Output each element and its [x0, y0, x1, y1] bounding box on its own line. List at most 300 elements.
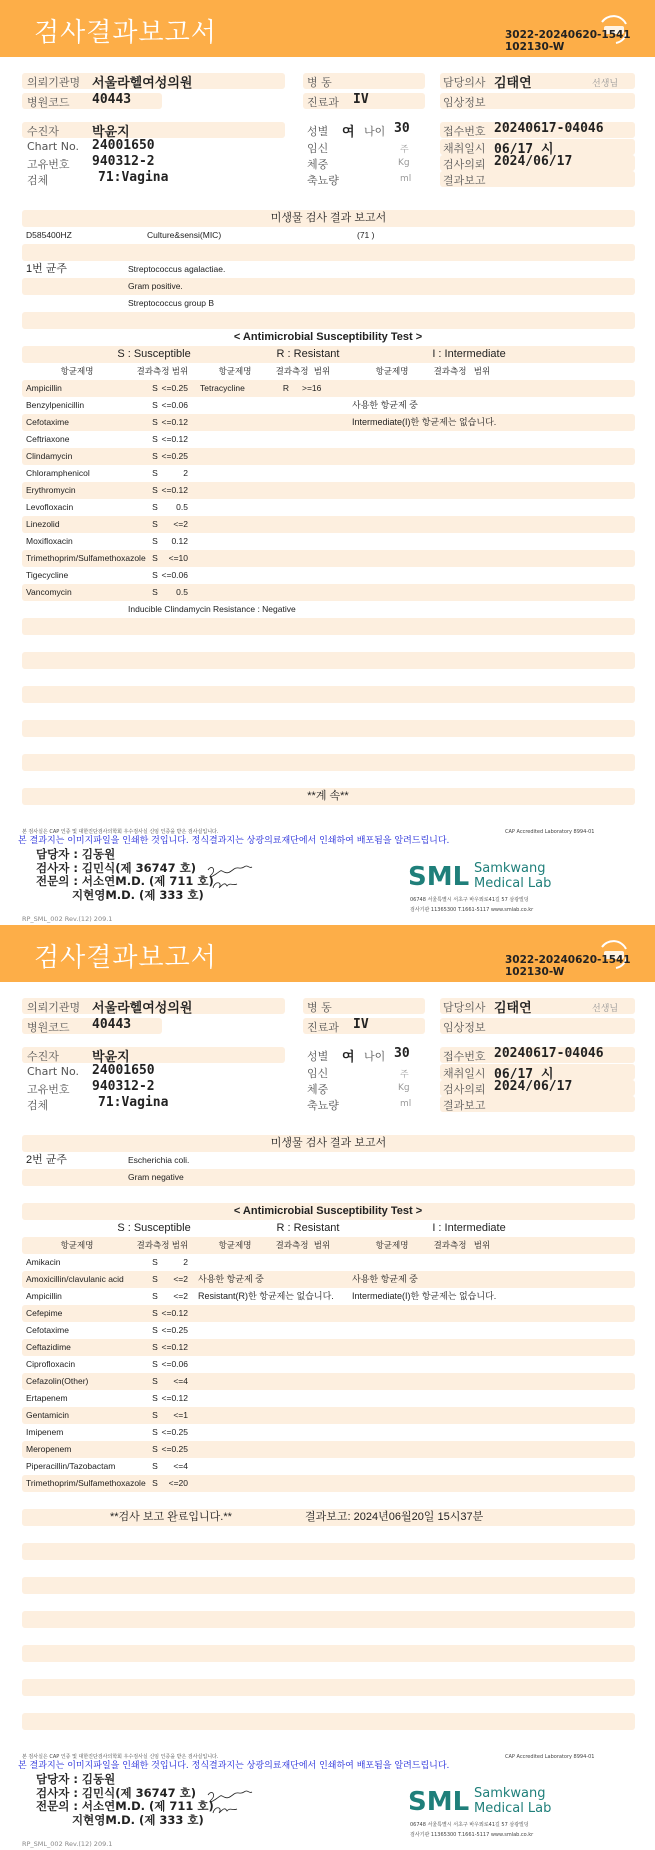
mic-range: <=0.06	[161, 1359, 188, 1369]
blank-row	[22, 686, 635, 703]
patient-id-label: 고유번호	[27, 1083, 70, 1096]
ast-note: 사용한 항균제 중	[198, 1274, 264, 1284]
drug-name: Chloramphenicol	[26, 468, 90, 478]
patient-preg-label: 임신	[307, 142, 329, 155]
drug-name: Amoxicillin/clavulanic acid	[26, 1274, 124, 1284]
staff-line: 담당자 : 김동원	[36, 847, 116, 861]
blank-row	[22, 1611, 635, 1628]
result: S	[152, 519, 158, 529]
patient-result-label: 결과보고	[443, 174, 486, 187]
ast-row	[22, 1271, 635, 1288]
patient-specimen-label: 검체	[27, 1099, 49, 1112]
isolate-row	[22, 1152, 635, 1169]
header-result: 결과측정	[275, 1240, 309, 1250]
patient-weight-unit: Kg	[398, 1083, 410, 1093]
result: S	[152, 468, 158, 478]
header-range: 범위	[313, 1240, 331, 1250]
ast-row	[22, 482, 635, 499]
mic-range: <=20	[168, 1478, 188, 1488]
header-range: 범위	[313, 366, 331, 376]
patient-sex-label: 성별	[307, 125, 329, 138]
ast-row	[22, 1407, 635, 1424]
mic-range: <=0.25	[161, 1444, 188, 1454]
ast-title: < Antimicrobial Susceptibility Test >	[233, 331, 423, 343]
patient-urine-unit: ml	[400, 1099, 412, 1109]
drug-name: Erythromycin	[26, 485, 76, 495]
drug-name: Cefotaxime	[26, 417, 69, 427]
ast-row	[22, 567, 635, 584]
report-time: 결과보고: 2024년06월20일 15시37분	[305, 1511, 484, 1523]
ast-row	[22, 1441, 635, 1458]
ast-note: 사용한 항균제 중	[352, 1274, 418, 1284]
patient-doctor-label: 담당의사	[443, 1001, 486, 1014]
blank-row	[22, 1560, 635, 1577]
isolate-line: Gram positive.	[128, 281, 183, 291]
drug-name: Trimethoprim/Sulfamethoxazole	[26, 1478, 146, 1488]
patient-hospital-code: 40443	[92, 1017, 132, 1032]
patient-preg-unit: 주	[400, 145, 409, 155]
ast-legend-row	[22, 346, 635, 363]
blank-row	[22, 618, 635, 635]
mic-range: >=16	[302, 383, 322, 393]
blank-row	[22, 1492, 635, 1509]
isolate-label: 2번 균주	[26, 1154, 68, 1166]
patient-specimen: 71:Vagina	[98, 170, 169, 185]
result: S	[152, 1342, 158, 1352]
blank-row	[22, 312, 635, 329]
blank-row	[22, 1628, 635, 1645]
ast-note: Intermediate(I)한 항균제는 없습니다.	[352, 417, 497, 427]
signature-image	[205, 1781, 265, 1821]
patient-receipt: 20240617-04046	[494, 121, 604, 136]
patient-id: 940312-2	[92, 154, 155, 169]
result: S	[152, 434, 158, 444]
drug-name: Imipenem	[26, 1427, 64, 1437]
ast-note: 사용한 항균제 중	[352, 400, 418, 410]
patient-urine-unit: ml	[400, 174, 412, 184]
drug-name: Cefepime	[26, 1308, 63, 1318]
patient-sex: 여	[342, 125, 355, 140]
ast-row	[22, 1458, 635, 1475]
report-header	[0, 0, 655, 57]
result: S	[152, 587, 158, 597]
mic-range: <=2	[173, 1291, 188, 1301]
patient-urine-label: 축뇨량	[307, 1099, 339, 1112]
patient-specimen-label: 검체	[27, 174, 49, 187]
mic-range: 0.5	[176, 587, 188, 597]
lab-address: 06748 서울특별시 서초구 바우뫼로41길 57 삼광빌딩	[410, 1822, 529, 1828]
sml-logo-icon: SML	[408, 862, 470, 892]
patient-ward-label: 병 동	[307, 1001, 332, 1014]
lab-address: 06748 서울특별시 서초구 바우뫼로41길 57 삼광빌딩	[410, 897, 529, 903]
report-id	[505, 954, 631, 978]
mic-range: <=4	[173, 1376, 188, 1386]
isolate-line: Escherichia coli.	[128, 1155, 190, 1165]
isolate-row	[22, 261, 635, 278]
drug-name: Ampicillin	[26, 1291, 62, 1301]
mic-range: <=0.25	[161, 1325, 188, 1335]
isolate-line: Streptococcus group B	[128, 298, 214, 308]
blank-row	[22, 244, 635, 261]
ast-footnote-row	[22, 601, 635, 618]
patient-institution-label: 의뢰기관명	[27, 76, 81, 89]
patient-clinical-label: 임상정보	[443, 96, 486, 109]
blank-row	[22, 1543, 635, 1560]
header-drug: 항균제명	[60, 1240, 94, 1250]
result: S	[152, 400, 158, 410]
patient-age-label: 나이	[364, 125, 386, 138]
inducible-clindamycin-note: Inducible Clindamycin Resistance : Negative	[128, 604, 296, 614]
patient-collect-label: 채취일시	[443, 142, 486, 155]
mic-range: <=0.25	[161, 383, 188, 393]
mic-range: <=0.12	[161, 1393, 188, 1403]
report-title: 검사결과보고서	[34, 18, 217, 48]
patient-result-label: 결과보고	[443, 1099, 486, 1112]
patient-id-label: 고유번호	[27, 158, 70, 171]
drug-name: Linezolid	[26, 519, 60, 529]
staff-line: 지현영M.D. (제 333 호)	[72, 1812, 204, 1827]
micro-report-title: 미생물 검사 결과 보고서	[22, 210, 635, 227]
patient-doctor: 김태연	[494, 1001, 532, 1016]
ast-row	[22, 584, 635, 601]
staff-line: 검사자 : 김민식(제 36747 호)	[36, 860, 197, 875]
test-name: Culture&sensi(MIC)	[147, 230, 222, 240]
patient-request-label: 검사의뢰	[443, 158, 486, 171]
staff-line: 전문의 : 서소연M.D. (제 711 호)	[36, 874, 214, 888]
cert-text: 본 검사실은 CAP 인증 및 대한진단검사의학회 우수검사실 신임 인증을 받은 검사실입니다.	[22, 1754, 219, 1760]
patient-receipt-label: 접수번호	[443, 1050, 486, 1063]
ast-row	[22, 1254, 635, 1271]
isolate-line: Gram negative	[128, 1172, 184, 1182]
patient-dept: IV	[353, 92, 369, 107]
patient-institution: 서울라헬여성의원	[92, 76, 193, 91]
header-drug: 항균제명	[218, 1240, 252, 1250]
drug-name: Meropenem	[26, 1444, 72, 1454]
result: S	[152, 1376, 158, 1386]
patient-receipt: 20240617-04046	[494, 1046, 604, 1061]
patient-weight-label: 체중	[307, 158, 329, 171]
patient-institution-label: 의뢰기관명	[27, 1001, 81, 1014]
header-drug: 항균제명	[60, 366, 94, 376]
drug-name: Moxifloxacin	[26, 536, 73, 546]
ast-row	[22, 1475, 635, 1492]
legend-resistant: R : Resistant	[276, 348, 340, 360]
result: S	[152, 383, 158, 393]
ast-row	[22, 1339, 635, 1356]
lab-name-line1: Samkwang	[474, 861, 546, 876]
lab-contact: 검사기관 11365300 T.1661-5117 www.smlab.co.kr	[410, 1832, 534, 1838]
blank-row	[22, 635, 635, 652]
blank-row	[22, 1662, 635, 1679]
drug-name: Vancomycin	[26, 587, 72, 597]
ast-note: Intermediate(I)한 항균제는 없습니다.	[352, 1291, 497, 1301]
ast-row	[22, 380, 635, 397]
drug-name: Tigecycline	[26, 570, 69, 580]
lab-name-line2: Medical Lab	[474, 1801, 552, 1816]
ast-row	[22, 533, 635, 550]
ast-legend-row	[22, 1220, 635, 1237]
result: S	[152, 536, 158, 546]
patient-chart-label: Chart No.	[27, 1065, 79, 1078]
result: S	[152, 1410, 158, 1420]
ast-row	[22, 1390, 635, 1407]
sml-logo-icon: SML	[408, 1787, 470, 1817]
mic-range: <=0.12	[161, 1308, 188, 1318]
result: S	[152, 1478, 158, 1488]
ast-row	[22, 448, 635, 465]
patient-id: 940312-2	[92, 1079, 155, 1094]
image-notice: 본 결과지는 이미지파일을 인쇄한 것입니다. 정식결과지는 상광의료재단에서 인쇄하여 배포됨을 알려드립니다.	[18, 836, 450, 846]
legend-resistant: R : Resistant	[276, 1222, 340, 1234]
blank-row	[22, 737, 635, 754]
blank-row	[22, 1577, 635, 1594]
report-id	[505, 29, 631, 53]
patient-collect: 06/17 시	[494, 1067, 554, 1082]
ast-header-row	[22, 1237, 635, 1254]
mic-range: <=10	[168, 553, 188, 563]
ast-row	[22, 1356, 635, 1373]
drug-name: Piperacillin/Tazobactam	[26, 1461, 116, 1471]
ast-row	[22, 550, 635, 567]
report-id-line: 3022-20240620-1541	[505, 954, 631, 966]
signature-image	[205, 856, 265, 896]
mic-range: <=0.25	[161, 1427, 188, 1437]
drug-name: Ceftazidime	[26, 1342, 71, 1352]
patient-preg-label: 임신	[307, 1067, 329, 1080]
header-result: 결과측정	[433, 366, 467, 376]
mic-range: <=0.06	[161, 570, 188, 580]
blank-row	[22, 1186, 635, 1203]
isolate-line: Streptococcus agalactiae.	[128, 264, 226, 274]
blank-row	[22, 652, 635, 669]
header-range: 범위	[473, 366, 491, 376]
drug-name: Ceftriaxone	[26, 434, 70, 444]
specimen-count: (71 )	[357, 230, 375, 240]
drug-name: Trimethoprim/Sulfamethoxazole	[26, 553, 146, 563]
cap-text: CAP Accredited Laboratory 8994-01	[505, 829, 595, 835]
ast-row	[22, 1424, 635, 1441]
patient-dept: IV	[353, 1017, 369, 1032]
ast-note: Resistant(R)한 항균제는 없습니다.	[198, 1291, 334, 1301]
drug-name: Levofloxacin	[26, 502, 74, 512]
patient-urine-label: 축뇨량	[307, 174, 339, 187]
mic-range: <=0.06	[161, 400, 188, 410]
header-result: 결과측정	[433, 1240, 467, 1250]
blank-row	[22, 720, 635, 737]
result: S	[152, 485, 158, 495]
ast-row	[22, 414, 635, 431]
drug-name: Amikacin	[26, 1257, 61, 1267]
isolate-row	[22, 1169, 635, 1186]
report-footer	[0, 1751, 655, 1850]
mic-range: <=1	[173, 1410, 188, 1420]
ast-row	[22, 499, 635, 516]
mic-range: <=0.25	[161, 451, 188, 461]
patient-chart-label: Chart No.	[27, 140, 79, 153]
blank-row	[22, 754, 635, 771]
legend-intermediate: I : Intermediate	[432, 348, 506, 360]
report-id-line: 102130-W	[505, 41, 565, 53]
header-range: 범위	[473, 1240, 491, 1250]
legend-susceptible: S : Susceptible	[117, 348, 191, 360]
patient-clinical-label: 임상정보	[443, 1021, 486, 1034]
header-drug: 항균제명	[375, 366, 409, 376]
mic-range: <=4	[173, 1461, 188, 1471]
mic-range: 0.12	[171, 536, 188, 546]
blank-row	[22, 1730, 635, 1747]
status-row	[22, 788, 635, 805]
image-notice: 본 결과지는 이미지파일을 인쇄한 것입니다. 정식결과지는 상광의료재단에서 인쇄하여 배포됨을 알려드립니다.	[18, 1761, 450, 1771]
mic-range: <=0.12	[161, 417, 188, 427]
completion-text: **검사 보고 완료입니다.**	[110, 1511, 232, 1523]
result: S	[152, 1444, 158, 1454]
report-page	[0, 925, 655, 1850]
blank-row	[22, 1526, 635, 1543]
isolate-row	[22, 278, 635, 295]
cap-text: CAP Accredited Laboratory 8994-01	[505, 1754, 595, 1760]
result: S	[152, 1393, 158, 1403]
drug-name: Ertapenem	[26, 1393, 68, 1403]
result: S	[152, 1359, 158, 1369]
mic-range: <=2	[173, 1274, 188, 1284]
mic-range: 2	[183, 1257, 188, 1267]
patient-doctor-suffix: 선생님	[592, 79, 619, 89]
patient-collect-label: 채취일시	[443, 1067, 486, 1080]
patient-collect: 06/17 시	[494, 142, 554, 157]
patient-hospital-code-label: 병원코드	[27, 96, 70, 109]
patient-dept-label: 진료과	[307, 96, 339, 109]
mic-range: <=0.12	[161, 485, 188, 495]
patient-name-label: 수진자	[27, 125, 59, 138]
patient-preg-unit: 주	[400, 1070, 409, 1080]
patient-specimen: 71:Vagina	[98, 1095, 169, 1110]
patient-request-label: 검사의뢰	[443, 1083, 486, 1096]
staff-line: 전문의 : 서소연M.D. (제 711 호)	[36, 1799, 214, 1813]
result: S	[152, 1325, 158, 1335]
result: S	[152, 1274, 158, 1284]
mic-range: <=0.12	[161, 1342, 188, 1352]
ast-title-row	[22, 1203, 635, 1220]
result: S	[152, 1427, 158, 1437]
mic-range: 0.5	[176, 502, 188, 512]
legend-susceptible: S : Susceptible	[117, 1222, 191, 1234]
report-id-line: 3022-20240620-1541	[505, 29, 631, 41]
patient-chart: 24001650	[92, 138, 155, 153]
patient-request: 2024/06/17	[494, 154, 573, 169]
ast-row	[22, 431, 635, 448]
patient-institution: 서울라헬여성의원	[92, 1001, 193, 1016]
patient-weight-label: 체중	[307, 1083, 329, 1096]
ast-row	[22, 397, 635, 414]
result: R	[282, 383, 290, 393]
patient-ward-label: 병 동	[307, 76, 332, 89]
continued-text: **계 속**	[307, 790, 349, 802]
staff-line: 담당자 : 김동원	[36, 1772, 116, 1786]
patient-name: 박윤지	[92, 125, 130, 140]
header-range: 범위	[171, 1240, 189, 1250]
blank-row	[22, 1594, 635, 1611]
patient-age: 30	[394, 1046, 410, 1061]
staff-line: 검사자 : 김민식(제 36747 호)	[36, 1785, 197, 1800]
mic-range: <=2	[173, 519, 188, 529]
result: S	[152, 1461, 158, 1471]
drug-name: Ampicillin	[26, 383, 62, 393]
specimen-row	[22, 227, 635, 244]
completion-row	[22, 1509, 635, 1526]
patient-receipt-label: 접수번호	[443, 125, 486, 138]
patient-sex: 여	[342, 1050, 355, 1065]
ast-row	[22, 1373, 635, 1390]
ast-row	[22, 516, 635, 533]
form-code: RP_SML_002 Rev.(12) 209.1	[22, 915, 113, 923]
patient-chart: 24001650	[92, 1063, 155, 1078]
drug-name: Cefotaxime	[26, 1325, 69, 1335]
ast-title-row	[22, 329, 635, 346]
result: S	[152, 1291, 158, 1301]
ast-row	[22, 465, 635, 482]
patient-doctor-label: 담당의사	[443, 76, 486, 89]
blank-row	[22, 771, 635, 788]
result: S	[152, 451, 158, 461]
drug-name: Ciprofloxacin	[26, 1359, 76, 1369]
blank-row	[22, 669, 635, 686]
info-field-bg	[22, 1047, 285, 1063]
blank-row	[22, 1696, 635, 1713]
patient-request: 2024/06/17	[494, 1079, 573, 1094]
isolate-row	[22, 295, 635, 312]
report-header	[0, 925, 655, 982]
staff-line: 지현영M.D. (제 333 호)	[72, 887, 204, 902]
patient-age: 30	[394, 121, 410, 136]
blank-row	[22, 1645, 635, 1662]
patient-sex-label: 성별	[307, 1050, 329, 1063]
lab-name-line2: Medical Lab	[474, 876, 552, 891]
patient-doctor-suffix: 선생님	[592, 1004, 619, 1014]
result: S	[152, 417, 158, 427]
cert-text: 본 검사실은 CAP 인증 및 대한진단검사의학회 우수검사실 신임 인증을 받은 검사실입니다.	[22, 829, 219, 835]
mic-range: 2	[183, 468, 188, 478]
lab-name-line1: Samkwang	[474, 1786, 546, 1801]
blank-row	[22, 1713, 635, 1730]
result: S	[152, 1257, 158, 1267]
ast-row	[22, 1305, 635, 1322]
patient-dept-label: 진료과	[307, 1021, 339, 1034]
result: S	[152, 570, 158, 580]
header-drug: 항균제명	[218, 366, 252, 376]
patient-doctor: 김태연	[494, 76, 532, 91]
blank-row	[22, 703, 635, 720]
blank-row	[22, 805, 635, 822]
header-result: 결과측정	[136, 1240, 170, 1250]
patient-hospital-code: 40443	[92, 92, 132, 107]
drug-name: Clindamycin	[26, 451, 73, 461]
patient-weight-unit: Kg	[398, 158, 410, 168]
result: S	[152, 1308, 158, 1318]
form-code: RP_SML_002 Rev.(12) 209.1	[22, 1840, 113, 1848]
patient-hospital-code-label: 병원코드	[27, 1021, 70, 1034]
patient-name-label: 수진자	[27, 1050, 59, 1063]
legend-intermediate: I : Intermediate	[432, 1222, 506, 1234]
header-range: 범위	[171, 366, 189, 376]
header-result: 결과측정	[275, 366, 309, 376]
mic-range: <=0.12	[161, 434, 188, 444]
drug-name: Cefazolin(Other)	[26, 1376, 89, 1386]
info-field-bg	[22, 122, 285, 138]
result: S	[152, 553, 158, 563]
test-code: D585400HZ	[26, 230, 72, 240]
drug-name: Gentamicin	[26, 1410, 69, 1420]
drug-name: Tetracycline	[200, 383, 245, 393]
